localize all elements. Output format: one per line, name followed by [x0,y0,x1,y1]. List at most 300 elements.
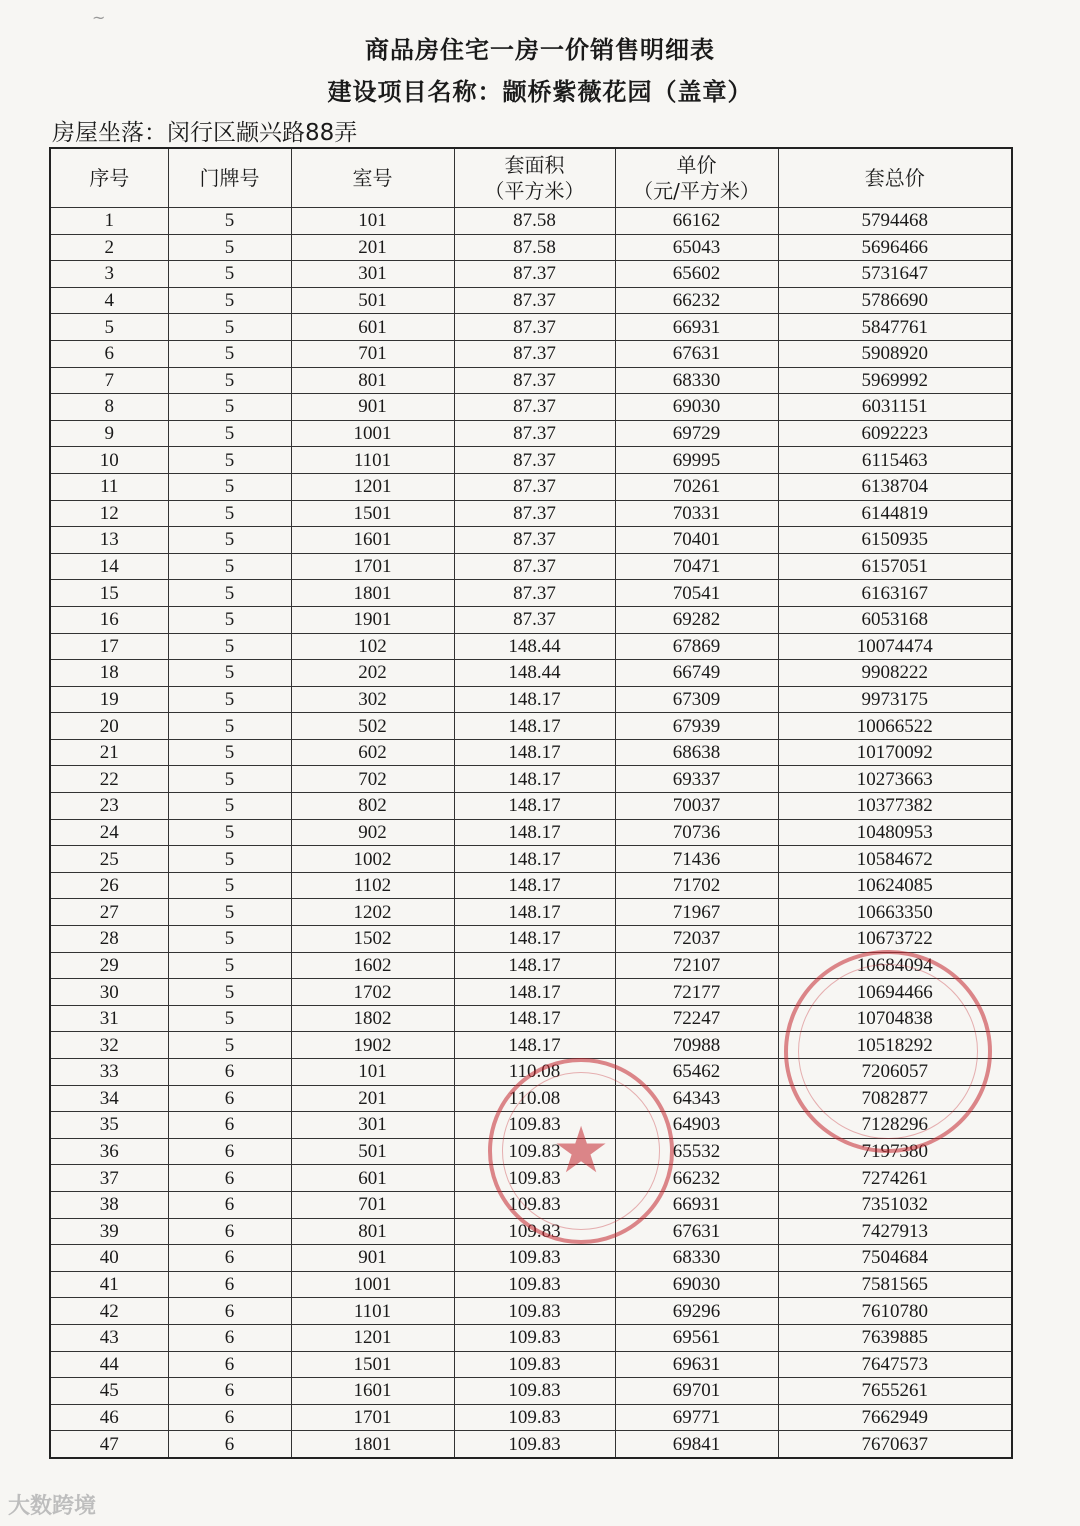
cell-area: 148.17 [454,739,615,766]
table-row [50,952,1012,979]
cell-index: 14 [50,553,168,580]
cell-room-number: 1702 [291,979,454,1006]
sales-detail-table [49,147,1013,1459]
table-row [50,1032,1012,1059]
cell-room-number: 301 [291,1112,454,1139]
cell-door-number: 5 [168,899,291,926]
cell-total-price: 7082877 [778,1085,1012,1112]
cell-area: 87.37 [454,420,615,447]
cell-index: 41 [50,1271,168,1298]
cell-unit-price: 65602 [615,261,778,288]
table-row [50,1404,1012,1431]
cell-unit-price: 69841 [615,1431,778,1458]
col-header-unit-price: 单价 （元/平方米） [615,148,778,208]
cell-room-number: 1802 [291,1005,454,1032]
table-row [50,713,1012,740]
cell-unit-price: 67631 [615,1218,778,1245]
cell-door-number: 5 [168,713,291,740]
cell-room-number: 1001 [291,1271,454,1298]
table-row [50,447,1012,474]
cell-index: 22 [50,766,168,793]
cell-index: 33 [50,1059,168,1086]
cell-door-number: 6 [168,1271,291,1298]
cell-total-price: 7427913 [778,1218,1012,1245]
cell-area: 87.37 [454,553,615,580]
cell-unit-price: 70988 [615,1032,778,1059]
cell-index: 18 [50,660,168,687]
cell-room-number: 702 [291,766,454,793]
cell-room-number: 502 [291,713,454,740]
cell-door-number: 5 [168,979,291,1006]
table-row [50,340,1012,367]
table-row [50,1059,1012,1086]
cell-room-number: 1601 [291,1378,454,1405]
cell-area: 109.83 [454,1191,615,1218]
cell-door-number: 6 [168,1165,291,1192]
cell-index: 13 [50,527,168,554]
cell-index: 31 [50,1005,168,1032]
table-row [50,527,1012,554]
cell-room-number: 1901 [291,606,454,633]
cell-unit-price: 65532 [615,1138,778,1165]
cell-door-number: 5 [168,527,291,554]
cell-room-number: 202 [291,660,454,687]
cell-door-number: 5 [168,1032,291,1059]
scan-mark: ~ [92,8,106,27]
cell-total-price: 5786690 [778,287,1012,314]
table-row [50,633,1012,660]
cell-unit-price: 69030 [615,394,778,421]
table-row [50,846,1012,873]
table-row [50,1138,1012,1165]
watermark: 大数跨境 [8,1494,97,1519]
cell-area: 148.17 [454,1032,615,1059]
cell-index: 6 [50,340,168,367]
cell-total-price: 7206057 [778,1059,1012,1086]
cell-area: 110.08 [454,1085,615,1112]
cell-area: 148.17 [454,872,615,899]
cell-total-price: 10377382 [778,793,1012,820]
cell-area: 109.83 [454,1245,615,1272]
cell-door-number: 6 [168,1298,291,1325]
cell-total-price: 7504684 [778,1245,1012,1272]
cell-index: 46 [50,1404,168,1431]
cell-door-number: 5 [168,447,291,474]
cell-area: 148.44 [454,660,615,687]
cell-area: 87.37 [454,367,615,394]
table-row [50,819,1012,846]
cell-door-number: 5 [168,420,291,447]
cell-room-number: 101 [291,208,454,235]
cell-total-price: 7610780 [778,1298,1012,1325]
cell-index: 32 [50,1032,168,1059]
cell-index: 35 [50,1112,168,1139]
table-row [50,686,1012,713]
cell-room-number: 201 [291,234,454,261]
cell-total-price: 5847761 [778,314,1012,341]
table-row [50,1191,1012,1218]
cell-room-number: 802 [291,793,454,820]
cell-total-price: 10170092 [778,739,1012,766]
cell-door-number: 5 [168,766,291,793]
cell-unit-price: 69030 [615,1271,778,1298]
cell-index: 23 [50,793,168,820]
cell-total-price: 10684094 [778,952,1012,979]
project-name: 建设项目名称：颛桥紫薇花园（盖章） [327,78,753,106]
cell-area: 109.83 [454,1271,615,1298]
cell-area: 148.17 [454,952,615,979]
cell-total-price: 10624085 [778,872,1012,899]
cell-unit-price: 64343 [615,1085,778,1112]
cell-room-number: 1701 [291,1404,454,1431]
cell-unit-price: 68330 [615,1245,778,1272]
cell-door-number: 5 [168,686,291,713]
table-row [50,1112,1012,1139]
cell-door-number: 5 [168,872,291,899]
cell-unit-price: 70261 [615,473,778,500]
cell-unit-price: 67869 [615,633,778,660]
cell-room-number: 1501 [291,1351,454,1378]
cell-total-price: 6157051 [778,553,1012,580]
cell-index: 9 [50,420,168,447]
cell-total-price: 7647573 [778,1351,1012,1378]
table-row [50,979,1012,1006]
cell-room-number: 901 [291,1245,454,1272]
cell-area: 109.83 [454,1165,615,1192]
cell-unit-price: 69282 [615,606,778,633]
cell-door-number: 5 [168,234,291,261]
cell-total-price: 10518292 [778,1032,1012,1059]
cell-door-number: 5 [168,314,291,341]
cell-total-price: 6138704 [778,473,1012,500]
cell-door-number: 5 [168,367,291,394]
cell-index: 11 [50,473,168,500]
cell-door-number: 6 [168,1138,291,1165]
cell-room-number: 1101 [291,447,454,474]
cell-door-number: 5 [168,793,291,820]
cell-unit-price: 65462 [615,1059,778,1086]
cell-room-number: 302 [291,686,454,713]
table-row [50,1324,1012,1351]
cell-room-number: 701 [291,1191,454,1218]
cell-room-number: 801 [291,367,454,394]
cell-unit-price: 72107 [615,952,778,979]
cell-index: 4 [50,287,168,314]
cell-unit-price: 70037 [615,793,778,820]
cell-room-number: 1602 [291,952,454,979]
cell-area: 148.17 [454,713,615,740]
cell-index: 27 [50,899,168,926]
table-row [50,660,1012,687]
table-row [50,367,1012,394]
cell-room-number: 1801 [291,580,454,607]
cell-index: 25 [50,846,168,873]
cell-index: 45 [50,1378,168,1405]
cell-unit-price: 66931 [615,314,778,341]
cell-unit-price: 68638 [615,739,778,766]
cell-total-price: 6031151 [778,394,1012,421]
table-row [50,1165,1012,1192]
cell-total-price: 10074474 [778,633,1012,660]
cell-total-price: 7639885 [778,1324,1012,1351]
cell-door-number: 6 [168,1324,291,1351]
cell-unit-price: 65043 [615,234,778,261]
cell-unit-price: 66749 [615,660,778,687]
cell-door-number: 6 [168,1404,291,1431]
cell-total-price: 5794468 [778,208,1012,235]
cell-area: 148.17 [454,793,615,820]
cell-door-number: 5 [168,633,291,660]
cell-area: 109.83 [454,1351,615,1378]
cell-index: 10 [50,447,168,474]
cell-unit-price: 72247 [615,1005,778,1032]
cell-door-number: 5 [168,819,291,846]
cell-room-number: 601 [291,314,454,341]
cell-door-number: 6 [168,1218,291,1245]
cell-area: 87.37 [454,527,615,554]
cell-unit-price: 69337 [615,766,778,793]
cell-unit-price: 72177 [615,979,778,1006]
cell-room-number: 801 [291,1218,454,1245]
cell-unit-price: 69561 [615,1324,778,1351]
cell-door-number: 5 [168,580,291,607]
cell-unit-price: 69631 [615,1351,778,1378]
property-location: 房屋坐落：闵行区颛兴路88弄 [52,120,358,146]
cell-door-number: 5 [168,500,291,527]
cell-door-number: 6 [168,1431,291,1458]
table-row [50,261,1012,288]
cell-unit-price: 70736 [615,819,778,846]
cell-unit-price: 70541 [615,580,778,607]
cell-unit-price: 70331 [615,500,778,527]
cell-unit-price: 64903 [615,1112,778,1139]
cell-room-number: 1001 [291,420,454,447]
table-row [50,926,1012,953]
cell-area: 87.37 [454,500,615,527]
cell-area: 87.37 [454,314,615,341]
table-row [50,766,1012,793]
cell-room-number: 101 [291,1059,454,1086]
cell-door-number: 5 [168,553,291,580]
table-row [50,793,1012,820]
cell-index: 29 [50,952,168,979]
cell-area: 87.58 [454,234,615,261]
cell-room-number: 1201 [291,1324,454,1351]
cell-area: 109.83 [454,1404,615,1431]
cell-door-number: 5 [168,606,291,633]
table-row [50,234,1012,261]
cell-door-number: 5 [168,287,291,314]
cell-area: 87.37 [454,394,615,421]
cell-index: 37 [50,1165,168,1192]
cell-door-number: 5 [168,660,291,687]
cell-index: 21 [50,739,168,766]
cell-room-number: 1701 [291,553,454,580]
cell-door-number: 6 [168,1112,291,1139]
table-row [50,1298,1012,1325]
cell-unit-price: 66232 [615,1165,778,1192]
table-row [50,500,1012,527]
cell-door-number: 6 [168,1378,291,1405]
cell-unit-price: 68330 [615,367,778,394]
cell-room-number: 1501 [291,500,454,527]
table-row [50,208,1012,235]
cell-total-price: 6092223 [778,420,1012,447]
cell-total-price: 6144819 [778,500,1012,527]
table-row [50,553,1012,580]
cell-index: 42 [50,1298,168,1325]
cell-area: 148.17 [454,979,615,1006]
cell-area: 148.17 [454,766,615,793]
table-row [50,606,1012,633]
cell-unit-price: 71967 [615,899,778,926]
cell-index: 16 [50,606,168,633]
cell-total-price: 10704838 [778,1005,1012,1032]
cell-door-number: 5 [168,739,291,766]
cell-index: 12 [50,500,168,527]
cell-unit-price: 72037 [615,926,778,953]
col-header-room-number: 室号 [291,148,454,208]
cell-room-number: 1201 [291,473,454,500]
cell-room-number: 501 [291,1138,454,1165]
cell-total-price: 7662949 [778,1404,1012,1431]
cell-total-price: 9973175 [778,686,1012,713]
cell-index: 39 [50,1218,168,1245]
cell-room-number: 201 [291,1085,454,1112]
cell-door-number: 6 [168,1059,291,1086]
cell-total-price: 6053168 [778,606,1012,633]
cell-area: 110.08 [454,1059,615,1086]
table-row [50,1085,1012,1112]
star-icon: ★ [552,1114,610,1188]
table-row [50,420,1012,447]
cell-door-number: 5 [168,261,291,288]
cell-unit-price: 71436 [615,846,778,873]
cell-area: 87.37 [454,447,615,474]
cell-index: 43 [50,1324,168,1351]
cell-unit-price: 69701 [615,1378,778,1405]
col-header-area: 套面积 （平方米） [454,148,615,208]
cell-room-number: 1202 [291,899,454,926]
cell-room-number: 901 [291,394,454,421]
cell-room-number: 1002 [291,846,454,873]
cell-door-number: 5 [168,952,291,979]
cell-unit-price: 70471 [615,553,778,580]
cell-total-price: 10480953 [778,819,1012,846]
cell-index: 38 [50,1191,168,1218]
table-row [50,739,1012,766]
cell-area: 148.17 [454,846,615,873]
cell-total-price: 10694466 [778,979,1012,1006]
cell-index: 44 [50,1351,168,1378]
cell-unit-price: 70401 [615,527,778,554]
cell-area: 109.83 [454,1112,615,1139]
table-row [50,872,1012,899]
cell-unit-price: 66162 [615,208,778,235]
cell-total-price: 5731647 [778,261,1012,288]
cell-unit-price: 67939 [615,713,778,740]
cell-room-number: 1902 [291,1032,454,1059]
cell-total-price: 7655261 [778,1378,1012,1405]
cell-index: 5 [50,314,168,341]
cell-index: 36 [50,1138,168,1165]
cell-total-price: 7351032 [778,1191,1012,1218]
cell-total-price: 5969992 [778,367,1012,394]
cell-index: 17 [50,633,168,660]
cell-room-number: 501 [291,287,454,314]
cell-door-number: 5 [168,208,291,235]
cell-area: 87.37 [454,606,615,633]
cell-index: 47 [50,1431,168,1458]
cell-unit-price: 69729 [615,420,778,447]
table-row [50,1218,1012,1245]
cell-room-number: 1101 [291,1298,454,1325]
cell-door-number: 6 [168,1245,291,1272]
cell-total-price: 7128296 [778,1112,1012,1139]
table-row [50,394,1012,421]
cell-total-price: 10584672 [778,846,1012,873]
table-body [50,208,1012,1458]
cell-room-number: 601 [291,1165,454,1192]
cell-door-number: 5 [168,340,291,367]
cell-total-price: 9908222 [778,660,1012,687]
cell-door-number: 6 [168,1085,291,1112]
cell-total-price: 7197380 [778,1138,1012,1165]
cell-index: 26 [50,872,168,899]
cell-unit-price: 67309 [615,686,778,713]
cell-area: 87.37 [454,287,615,314]
cell-room-number: 902 [291,819,454,846]
cell-total-price: 7670637 [778,1431,1012,1458]
cell-door-number: 5 [168,926,291,953]
cell-unit-price: 66232 [615,287,778,314]
table-row [50,287,1012,314]
cell-door-number: 6 [168,1191,291,1218]
cell-index: 24 [50,819,168,846]
cell-index: 28 [50,926,168,953]
cell-area: 109.83 [454,1431,615,1458]
cell-area: 109.83 [454,1298,615,1325]
cell-area: 148.17 [454,926,615,953]
cell-area: 87.37 [454,473,615,500]
col-header-door-number: 门牌号 [168,148,291,208]
col-header-index: 序号 [50,148,168,208]
table-row [50,1271,1012,1298]
cell-room-number: 1801 [291,1431,454,1458]
cell-room-number: 1102 [291,872,454,899]
cell-area: 109.83 [454,1378,615,1405]
cell-unit-price: 69771 [615,1404,778,1431]
cell-index: 40 [50,1245,168,1272]
table-row [50,580,1012,607]
cell-area: 87.58 [454,208,615,235]
cell-area: 148.17 [454,819,615,846]
cell-room-number: 301 [291,261,454,288]
cell-room-number: 602 [291,739,454,766]
cell-total-price: 6150935 [778,527,1012,554]
cell-index: 1 [50,208,168,235]
cell-unit-price: 71702 [615,872,778,899]
cell-room-number: 1502 [291,926,454,953]
cell-index: 3 [50,261,168,288]
cell-area: 148.17 [454,899,615,926]
cell-area: 87.37 [454,580,615,607]
table-header-row [50,148,1012,208]
cell-total-price: 10663350 [778,899,1012,926]
cell-door-number: 6 [168,1351,291,1378]
cell-unit-price: 67631 [615,340,778,367]
cell-area: 87.37 [454,340,615,367]
